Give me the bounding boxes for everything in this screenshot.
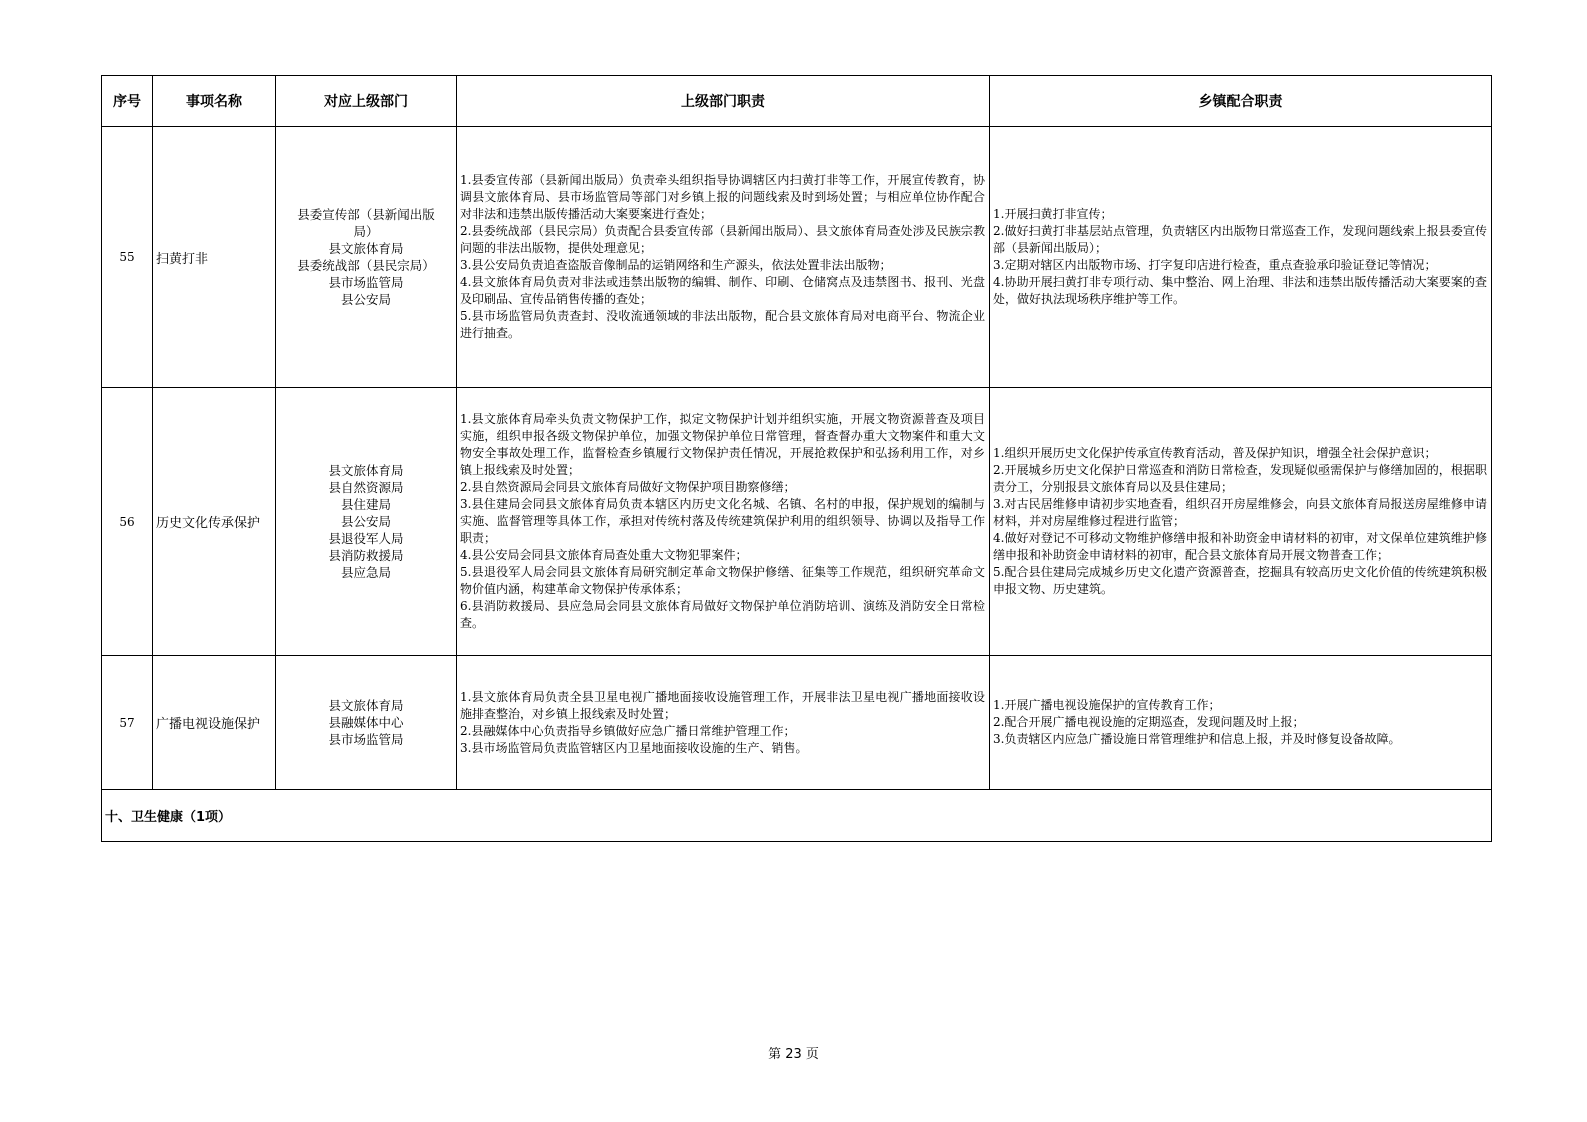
department-line: 县消防救援局: [328, 548, 404, 563]
duty-item: 5.配合县住建局完成城乡历史文化遗产资源普查，挖掘具有较高历史文化价值的传统建筑积极申报文物、历史建筑。: [993, 565, 1487, 596]
department-line: 县住建局: [340, 497, 391, 512]
table-row: [102, 388, 1492, 656]
department-line: 县市场监管局: [328, 275, 404, 290]
duty-item: 4.县文旅体育局负责对非法或违禁出版物的编辑、制作、印刷、仓储窝点及违禁图书、报刊、光盘及印刷品、宣传品销售传播的查处；: [460, 275, 985, 306]
duty-item: 3.定期对辖区内出版物市场、打字复印店进行检查，重点查验承印验证登记等情况；: [993, 258, 1437, 272]
duty-item: 4.做好对登记不可移动文物维护修缮申报和补助资金申请材料的初审，对文保单位建筑维护修缮申报和补助资金申请材料的初审，配合县文旅体育局开展文物普查工作；: [993, 531, 1487, 562]
department-line: 县委宣传部（县新闻出版: [297, 207, 435, 222]
header-item-name: 事项名称: [153, 76, 276, 127]
row-superior-duties: [457, 656, 990, 790]
duty-item: 1.开展广播电视设施保护的宣传教育工作；: [993, 698, 1221, 712]
duty-item: 5.县退役军人局会同县文旅体育局研究制定革命文物保护修缮、征集等工作规范，组织研究革命文物价值内涵，构建革命文物保护传承体系；: [460, 565, 985, 596]
header-no: 序号: [102, 76, 153, 127]
row-superior-duties: [457, 388, 990, 656]
department-line: 县文旅体育局: [328, 463, 404, 478]
duty-item: 2.做好扫黄打非基层站点管理，负责辖区内出版物日常巡查工作，发现问题线索上报县委宣传部（县新闻出版局）；: [993, 224, 1487, 255]
duty-item: 4.县公安局会同县文旅体育局查处重大文物犯罪案件；: [460, 548, 748, 562]
department-line: 县市场监管局: [328, 732, 404, 747]
duty-item: 4.协助开展扫黄打非专项行动、集中整治、网上治理、非法和违禁出版传播活动大案要案的查处，做好执法现场秩序维护等工作。: [993, 275, 1487, 306]
table-row: [102, 656, 1492, 790]
row-departments: [276, 656, 457, 790]
header-town-duty: 乡镇配合职责: [990, 76, 1492, 127]
duty-table: [101, 75, 1492, 842]
row-town-duties: [990, 656, 1492, 790]
duty-item: 1.县文旅体育局负责全县卫星电视广播地面接收设施管理工作，开展非法卫星电视广播地面接收设施排查整治，对乡镇上报线索及时处置；: [460, 689, 985, 721]
department-line: 县公安局: [340, 514, 391, 529]
table-header-row: [102, 76, 1492, 127]
duty-item: 1.组织开展历史文化保护传承宣传教育活动，普及保护知识，增强全社会保护意识；: [993, 446, 1437, 460]
duty-item: 2.县自然资源局会同县文旅体育局做好文物保护项目勘察修缮；: [460, 480, 796, 494]
row-departments: [276, 388, 457, 656]
duty-item: 3.县住建局会同县文旅体育局负责本辖区内历史文化名城、名镇、名村的申报，保护规划的编制与实施、监督管理等具体工作，承担对传统村落及传统建筑保护利用的组织领导、协调以及指导工作职责；: [460, 497, 985, 545]
department-line: 县公安局: [340, 292, 391, 307]
duty-item: 3.对古民居维修申请初步实地查看，组织召开房屋维修会，向县文旅体育局报送房屋维修申请材料，并对房屋维修过程进行监管；: [993, 497, 1487, 528]
duty-item: 2.开展城乡历史文化保护日常巡查和消防日常检查，发现疑似亟需保护与修缮加固的，根据职责分工，分别报县文旅体育局以及县住建局；: [993, 463, 1487, 494]
duty-item: 2.配合开展广播电视设施的定期巡查，发现问题及时上报；: [993, 715, 1305, 729]
duty-item: 5.县市场监管局负责查封、没收流通领域的非法出版物，配合县文旅体育局对电商平台、物流企业进行抽查。: [460, 309, 985, 340]
table-row: [102, 127, 1492, 388]
department-line: 县应急局: [340, 565, 391, 580]
row-town-duties: [990, 127, 1492, 388]
duty-item: 6.县消防救援局、县应急局会同县文旅体育局做好文物保护单位消防培训、演练及消防安全日常检查。: [460, 599, 985, 630]
row-item-name: 广播电视设施保护: [153, 656, 276, 790]
row-superior-duties: [457, 127, 990, 388]
department-line: 县文旅体育局: [328, 241, 404, 256]
row-item-name: 扫黄打非: [153, 127, 276, 388]
row-item-name: 历史文化传承保护: [153, 388, 276, 656]
department-line: 县退役军人局: [328, 531, 404, 546]
department-line: 县自然资源局: [328, 480, 404, 495]
duty-item: 2.县委统战部（县民宗局）负责配合县委宣传部（县新闻出版局）、县文旅体育局查处涉及民族宗教问题的非法出版物，提供处理意见；: [460, 224, 985, 255]
row-departments: [276, 127, 457, 388]
department-line: 县委统战部（县民宗局）: [297, 258, 435, 273]
department-line: 县文旅体育局: [328, 698, 404, 713]
row-no: 57: [102, 656, 153, 790]
duty-item: 1.县委宣传部（县新闻出版局）负责牵头组织指导协调辖区内扫黄打非等工作，开展宣传教育，协调县文旅体育局、县市场监管局等部门对乡镇上报的问题线索及时到场处置；与相应单位协作配合对非法和违禁出版传播活动大案要案进行查处；: [460, 173, 985, 221]
header-superior-duty: 上级部门职责: [457, 76, 990, 127]
row-no: 55: [102, 127, 153, 388]
duty-item: 3.县市场监管局负责监管辖区内卫星地面接收设施的生产、销售。: [460, 740, 808, 755]
department-line: 县融媒体中心: [328, 715, 404, 730]
department-line: 局）: [353, 224, 379, 239]
section-row: [102, 790, 1492, 842]
row-town-duties: [990, 388, 1492, 656]
duty-item: 1.开展扫黄打非宣传；: [993, 207, 1113, 221]
row-no: 56: [102, 388, 153, 656]
duty-item: 1.县文旅体育局牵头负责文物保护工作，拟定文物保护计划并组织实施，开展文物资源普查及项目实施，组织申报各级文物保护单位，加强文物保护单位日常管理，督查督办重大文物案件和重大文物安全事故处理工作，监督检查乡镇履行文物保护责任情况，开展抢救保护和弘扬利用工作，对乡镇上报线索及时处置；: [460, 412, 985, 477]
duty-item: 2.县融媒体中心负责指导乡镇做好应急广播日常维护管理工作；: [460, 723, 796, 738]
section-title: 十、卫生健康（1项）: [102, 790, 1492, 842]
header-department: 对应上级部门: [276, 76, 457, 127]
duty-item: 3.县公安局负责追查盗版音像制品的运销网络和生产源头，依法处置非法出版物；: [460, 258, 892, 272]
page-number: 第 23 页: [768, 1047, 819, 1062]
duty-item: 3.负责辖区内应急广播设施日常管理维护和信息上报，并及时修复设备故障。: [993, 732, 1401, 746]
